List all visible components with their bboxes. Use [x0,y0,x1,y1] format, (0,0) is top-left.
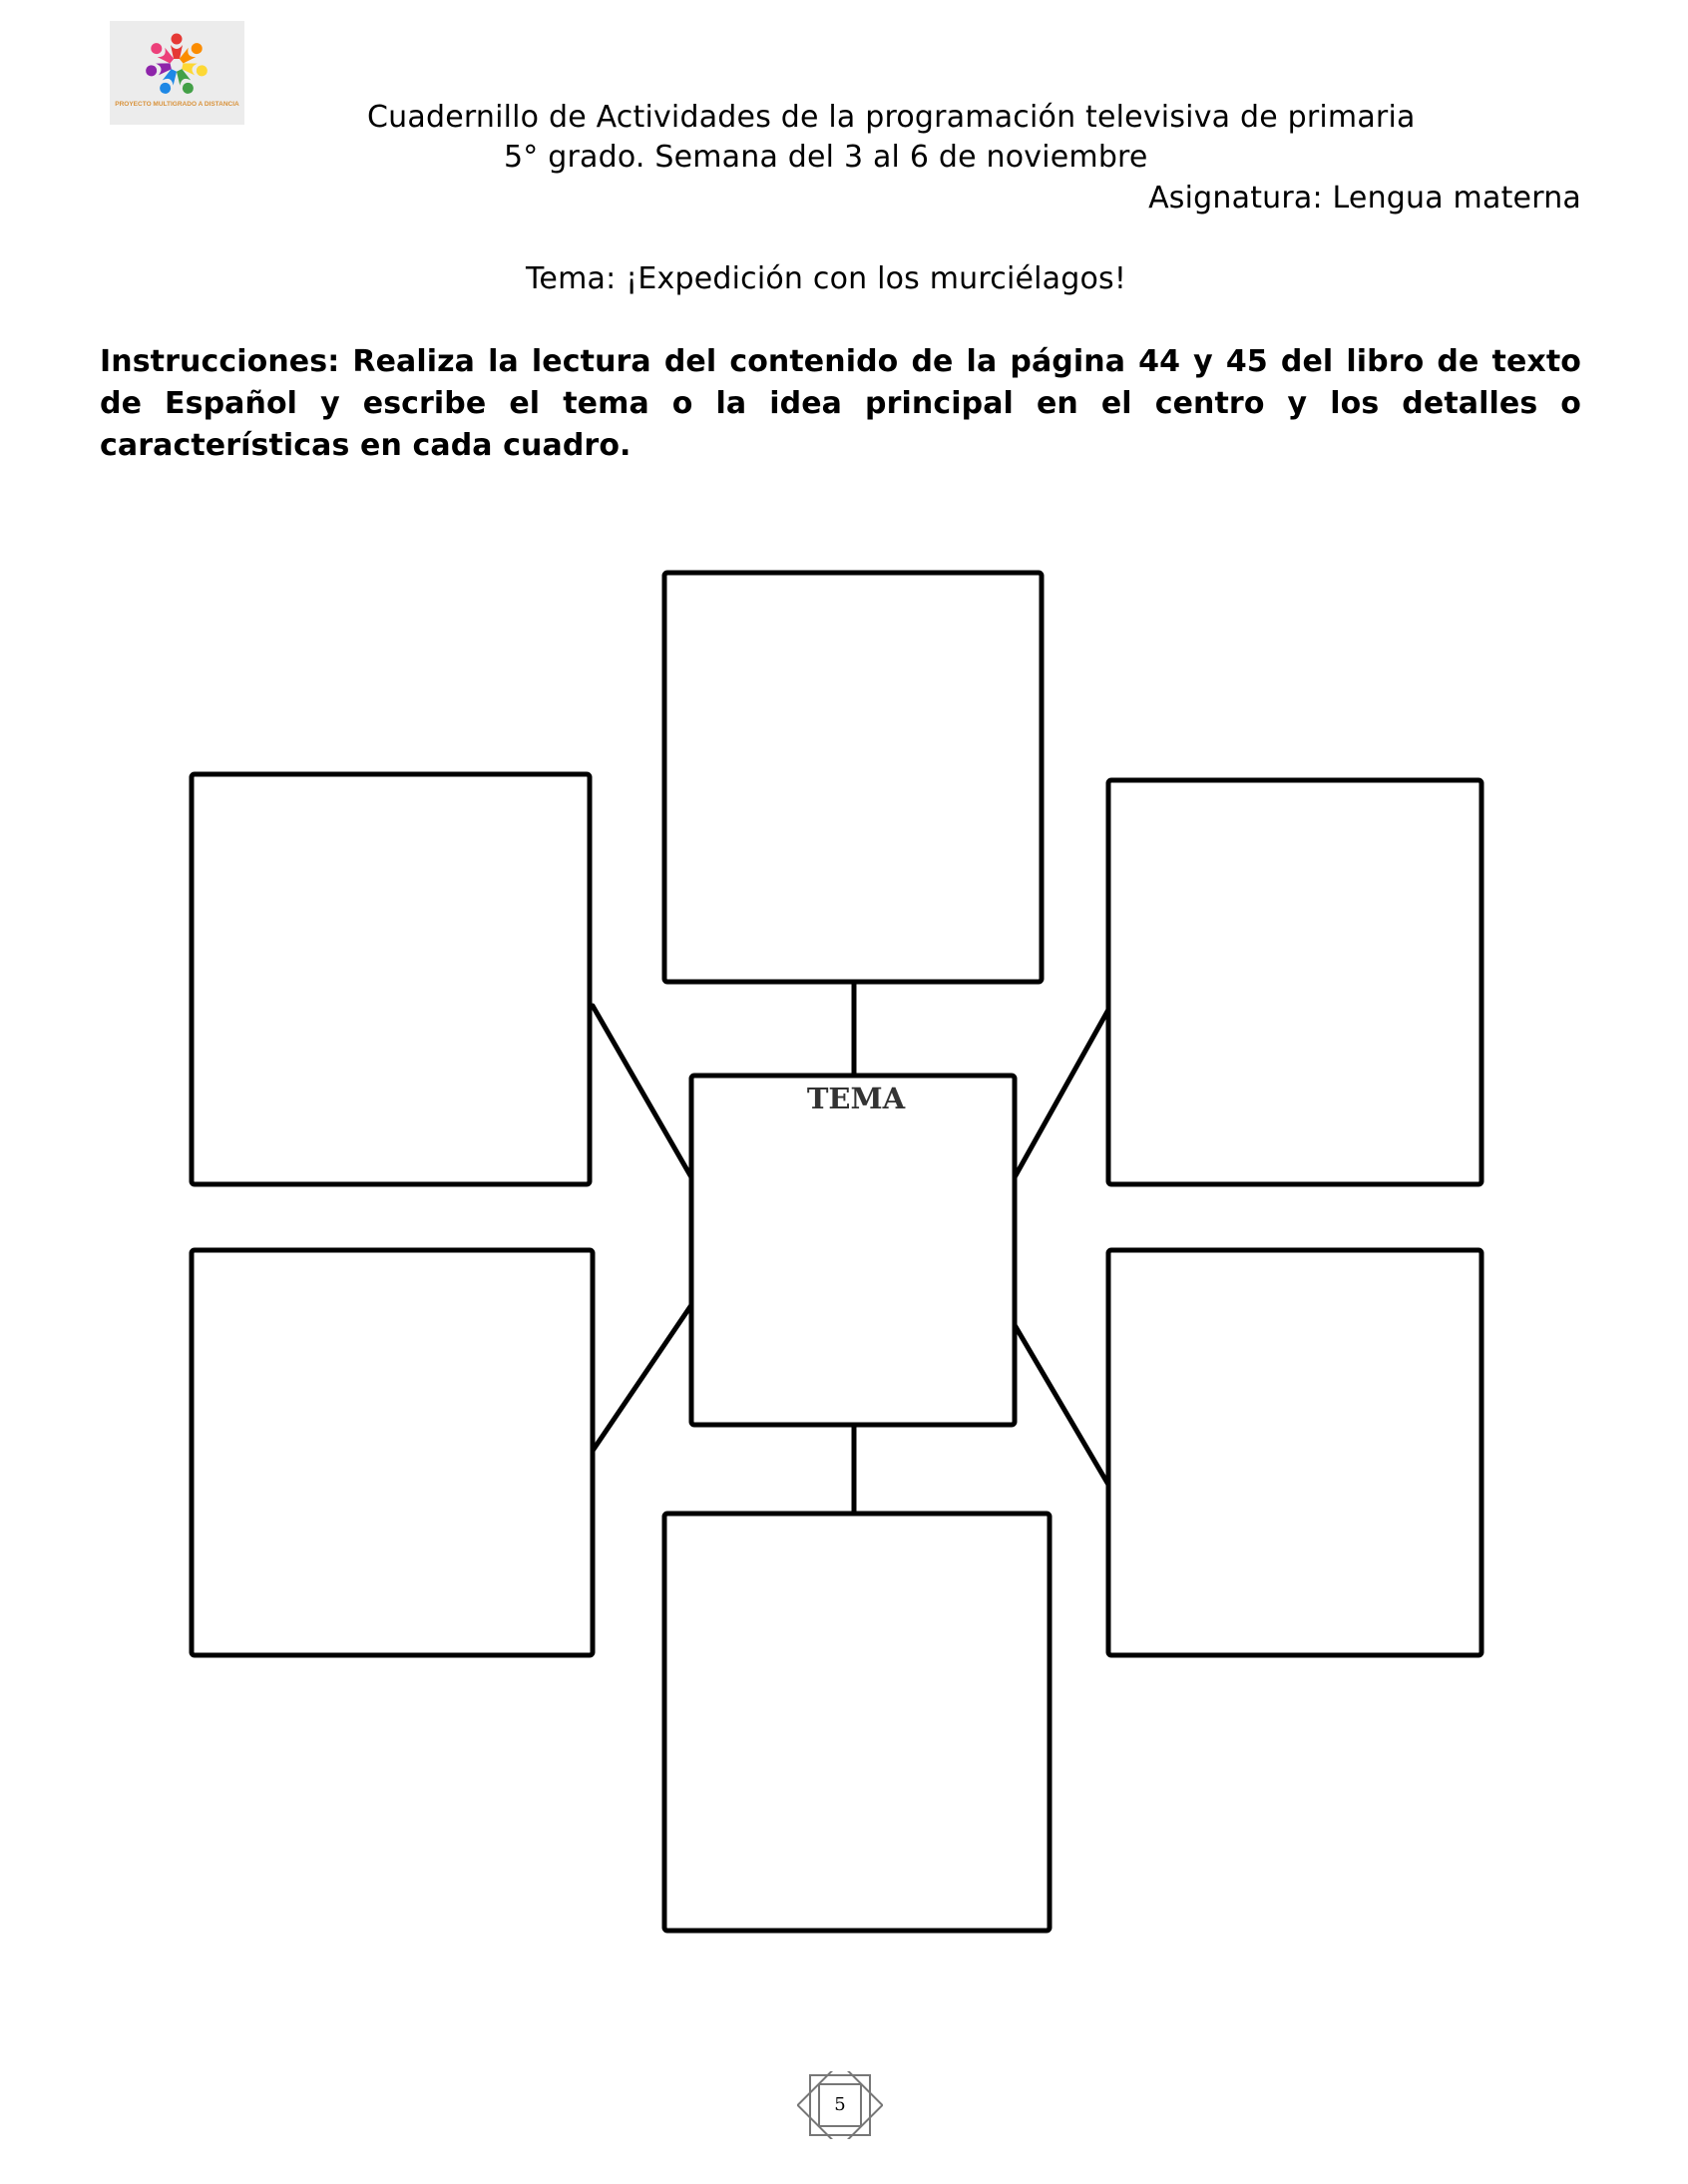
box-bottom[interactable] [664,1514,1050,1931]
header-title: Cuadernillo de Actividades de la programación televisiva de primaria [367,100,1416,135]
connector-lower-left [593,1305,691,1451]
center-box-label: TEMA [806,1082,906,1115]
box-top[interactable] [664,573,1042,982]
page-number-ornament [797,2071,883,2139]
topic-heading: Tema: ¡Expedición con los murciélagos! [526,261,1127,296]
page-number: 5 [834,2094,846,2115]
connector-upper-left [593,1006,691,1177]
header-subject: Asignatura: Lengua materna [1148,181,1581,216]
box-upper-left[interactable] [192,774,590,1184]
connector-lower-right [1015,1325,1108,1485]
connector-upper-right [1015,1010,1108,1177]
logo-caption: PROYECTO MULTIGRADO A DISTANCIA [115,101,239,108]
header-grade-week: 5° grado. Semana del 3 al 6 de noviembre [504,140,1148,175]
box-lower-left[interactable] [192,1250,593,1655]
box-center-tema[interactable] [691,1076,1015,1425]
instructions-paragraph: Instrucciones: Realiza la lectura del contenido de la página 44 y 45 del libro de texto de Español y escribe el tema o la idea principal en el centro y los detalles o características en cada cuadro. [100,344,1581,463]
box-upper-right[interactable] [1108,780,1481,1184]
box-lower-right[interactable] [1108,1250,1481,1655]
